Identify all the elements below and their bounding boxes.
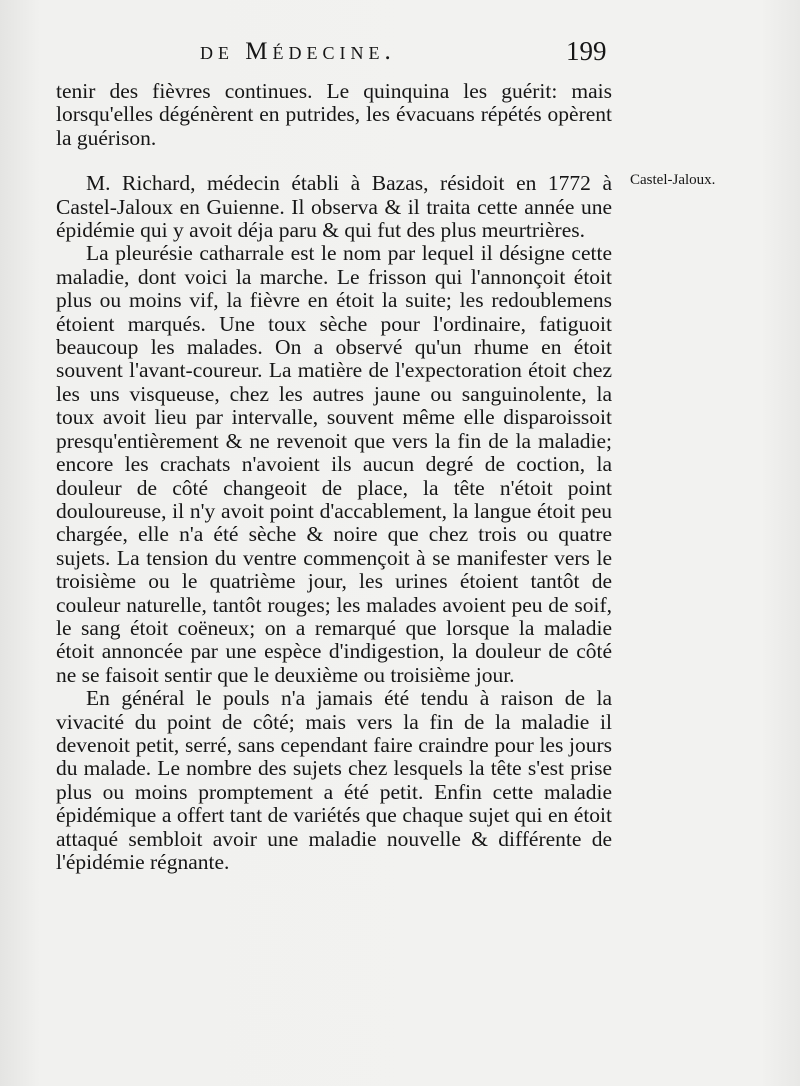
paragraph-continuation: tenir des fièvres continues. Le quinquina les guérit: mais lorsqu'elles dégénèrent en putrides, les évacuans répétés opèrent la guérison.: [56, 79, 612, 150]
paragraph-pleurisy: La pleurésie catharrale est le nom par lequel il désigne cette maladie, dont voici la marche. Le frisson qui l'annonçoit étoit plus ou moins vif, la fièvre en étoit la suite; les redoublemens étoient marqués. Une toux sèche pour l'ordinaire, fatiguoit beaucoup les malades. On a observé qu'un rhume en étoit souvent l'avant-coureur. La matière de l'expectoration étoit chez les uns visqueuse, chez les autres jaune ou sanguinolente, la toux avoit lieu par intervalle, souvent même elle disparoissoit presqu'entièrement & ne revenoit que vers la fin de la maladie; encore les crachats n'avoient ils aucun degré de coction, la douleur de côté changeoit de place, la tête n'étoit point douloureuse, il n'y avoit point d'accablement, la langue étoit peu chargée, elle n'a été sèche & noire que chez trois ou quatre sujets. La tension du ventre commençoit à se manifester vers le troisième ou le quatrième jour, les urines étoient tantôt de couleur naturelle, tantôt rouges; les malades avoient peu de soif, le sang étoit coëneux; on a remarqué que lorsque la maladie étoit annoncée par une espèce d'indigestion, la douleur de côté ne se faisoit sentir que le deuxième ou troisième jour.: [56, 241, 612, 687]
margin-note: Castel-Jaloux.: [630, 172, 716, 188]
paragraph-richard: M. Richard, médecin établi à Bazas, résidoit en 1772 à Castel-Jaloux en Guienne. Il observa & il traita cette année une épidémie qui y avoit déja paru & qui fut des plus meurtrières.: [56, 171, 612, 243]
paragraph-pulse: En général le pouls n'a jamais été tendu à raison de la vivacité du point de côté; mais vers la fin de la maladie il devenoit petit, serré, sans cependant faire craindre pour les jours du malade. Le nombre des sujets chez lesquels la tête s'est prise plus ou moins promptement a été petit. Enfin cette maladie épidémique a offert tant de variétés que chaque sujet qui en étoit attaqué sembloit avoir une maladie nouvelle & différente de l'épidémie régnante.: [56, 686, 612, 874]
running-head: [0, 36, 800, 70]
running-title: de Médecine.: [200, 38, 396, 65]
body-text: [56, 80, 612, 874]
page-number: 199: [566, 36, 607, 66]
